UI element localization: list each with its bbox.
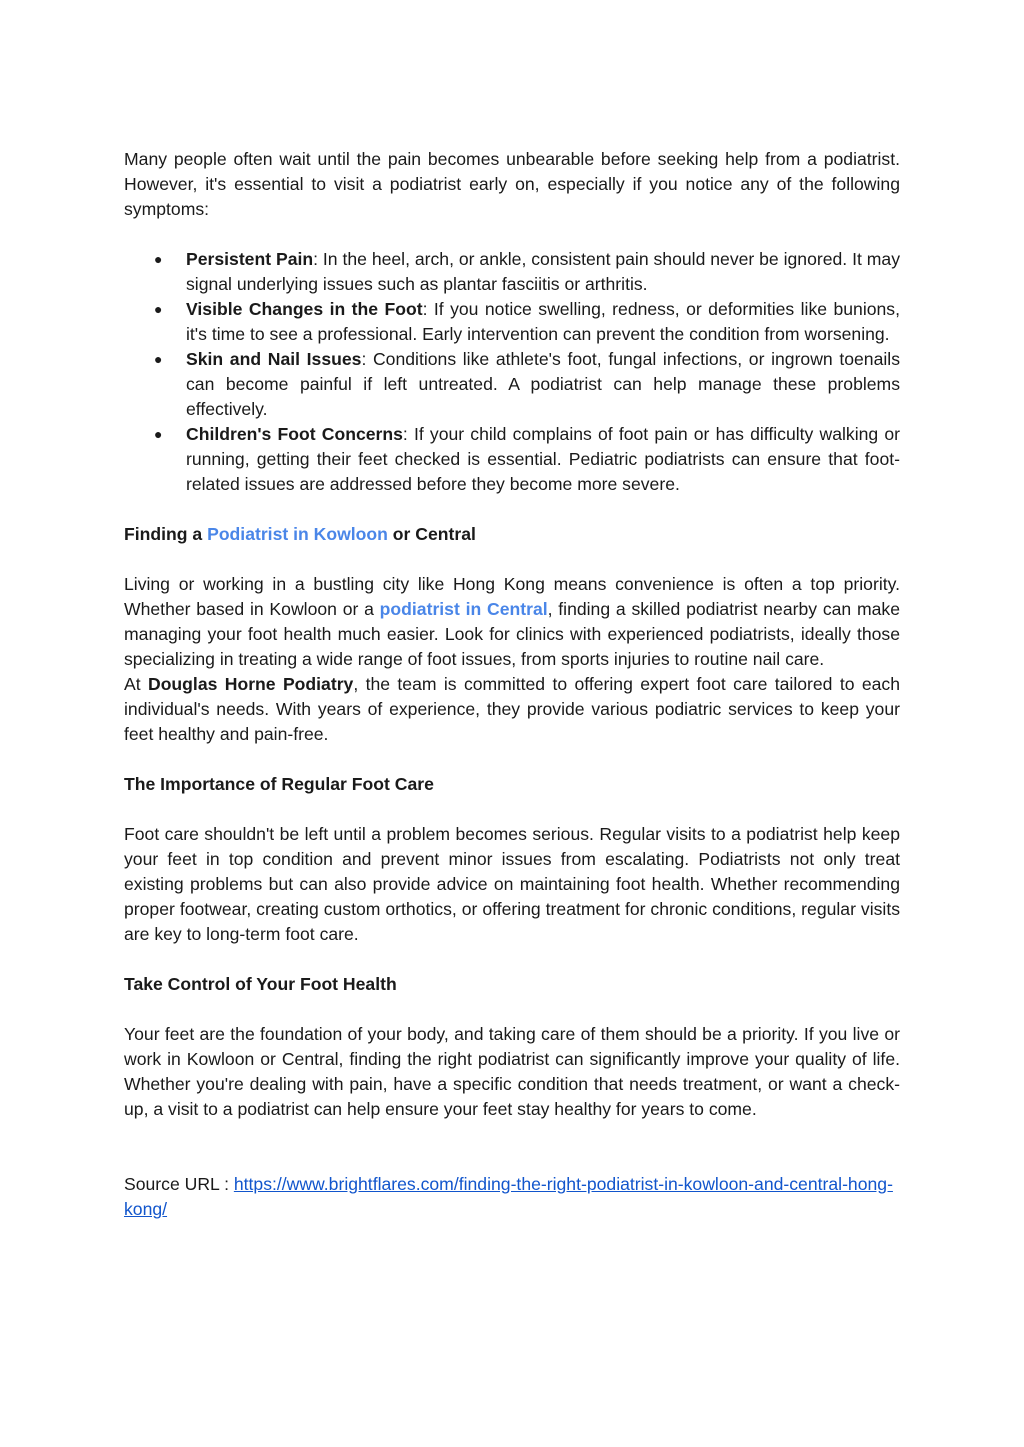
list-item — [124, 347, 900, 422]
symptom-title: Children's Foot Concerns — [186, 424, 403, 444]
symptom-text: : If your child complains of foot pain or has difficulty walking or running, getting their feet checked is essential. Pediatric podiatrists can ensure that foot-related issues are addressed before they become more severe. — [186, 424, 900, 494]
regular-care-paragraph: Foot care shouldn't be left until a problem becomes serious. Regular visits to a podiatrist help keep your feet in top condition and prevent minor issues from escalating. Podiatrists not only treat existing problems but can also provide advice on maintaining foot health. Whether recommending proper footwear, creating custom orthotics, or offering treatment for chronic conditions, regular visits are key to long-term foot care. — [124, 824, 900, 944]
clinic-name: Douglas Horne Podiatry — [147, 674, 354, 694]
bullet-icon: ● — [154, 301, 163, 317]
list-item — [124, 297, 900, 347]
section-heading-foot-health: Take Control of Your Foot Health — [124, 974, 397, 994]
source-label: Source URL : — [124, 1174, 234, 1194]
clinic-text-end: , the team is committed to offering expert foot care tailored to each individual's needs. With years of experience, they provide various podiatric services to keep your feet healthy and pain-free. — [124, 674, 900, 744]
clinic-text-start: At — [124, 674, 148, 694]
section-heading-finding — [124, 522, 900, 547]
list-item — [124, 422, 900, 497]
symptom-text: : If you notice swelling, redness, or deformities like bunions, it's time to see a professional. Early intervention can prevent the condition from worsening. — [186, 299, 900, 344]
clinic-paragraph — [124, 672, 900, 747]
symptom-text: : Conditions like athlete's foot, fungal infections, or ingrown toenails can become painful if left untreated. A podiatrist can help manage these problems effectively. — [186, 349, 900, 419]
bullet-icon: ● — [154, 426, 163, 442]
podiatrist-kowloon-link[interactable]: Podiatrist in Kowloon — [207, 524, 388, 544]
section-heading-regular-care: The Importance of Regular Foot Care — [124, 774, 434, 794]
symptom-title: Visible Changes in the Foot — [186, 299, 423, 319]
podiatrist-central-link[interactable]: podiatrist in Central — [379, 599, 548, 619]
finding-text-end: , finding a skilled podiatrist nearby can make managing your foot health much easier. Look for clinics with experienced podiatrists, ideally those specializing in treating a wide range of foot issues, from sports injuries to routine nail care. — [124, 599, 900, 669]
bullet-icon: ● — [154, 351, 163, 367]
symptom-list — [124, 247, 900, 497]
finding-paragraph — [124, 572, 900, 672]
heading-suffix: or Central — [387, 524, 476, 544]
bullet-icon: ● — [154, 251, 163, 267]
source-line — [124, 1172, 900, 1222]
finding-text-start: Living or working in a bustling city like Hong Kong means convenience is often a top priority. Whether based in Kowloon or a — [124, 574, 900, 619]
foot-health-paragraph: Your feet are the foundation of your body, and taking care of them should be a priority. If you live or work in Kowloon or Central, finding the right podiatrist can significantly improve your quality of life. Whether you're dealing with pain, have a specific condition that needs treatment, or want a check-up, a visit to a podiatrist can help ensure your feet stay healthy for years to come. — [124, 1024, 900, 1119]
symptom-text: : In the heel, arch, or ankle, consistent pain should never be ignored. It may signal underlying issues such as plantar fasciitis or arthritis. — [186, 249, 900, 294]
heading-prefix: Finding a — [124, 524, 208, 544]
symptom-title: Skin and Nail Issues — [186, 349, 362, 369]
intro-paragraph: Many people often wait until the pain becomes unbearable before seeking help from a podiatrist. However, it's essential to visit a podiatrist early on, especially if you notice any of the following symptoms: — [124, 149, 900, 219]
symptom-title: Persistent Pain — [186, 249, 314, 269]
list-item — [124, 247, 900, 297]
document-page — [124, 147, 900, 1222]
source-url-link[interactable]: https://www.brightflares.com/finding-the-right-podiatrist-in-kowloon-and-central-hong-kong/ — [124, 1174, 893, 1219]
